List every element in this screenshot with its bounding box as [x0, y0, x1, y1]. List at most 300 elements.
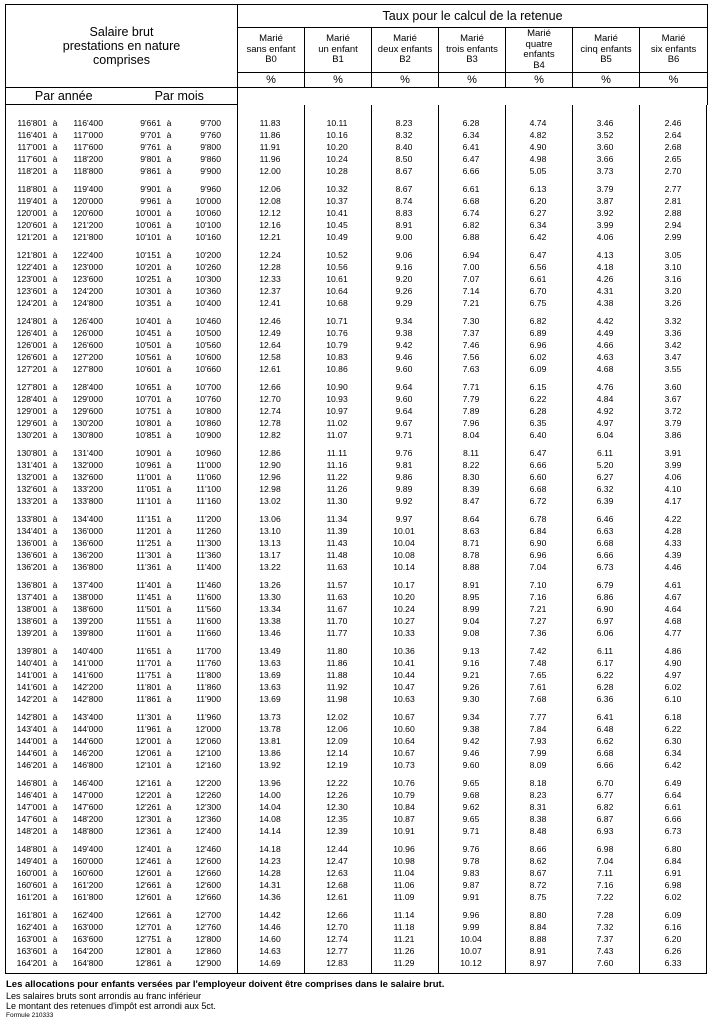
annual-from: 136'601: [16, 550, 47, 560]
annual-from: 161'201: [16, 892, 47, 902]
annual-to: 118'200: [73, 154, 103, 164]
rate-b4: 7.10: [529, 580, 547, 590]
rate-b0: 12.66: [259, 382, 281, 392]
annual-from: 123'601: [16, 286, 47, 296]
rate-b1: 12.14: [326, 748, 348, 758]
annual-to: 164'800: [72, 958, 103, 968]
grid-line: [639, 105, 640, 973]
rate-b5: 6.04: [596, 430, 614, 440]
rate-b2: 10.79: [393, 790, 415, 800]
annual-from: 120'001: [16, 208, 47, 218]
rate-b0: 12.00: [259, 166, 281, 176]
rate-b4: 6.42: [529, 232, 547, 242]
annual-from: 143'401: [16, 724, 47, 734]
rate-b5: 6.17: [596, 658, 614, 668]
annual-to: 126'600: [72, 340, 103, 350]
rate-b0: 12.70: [259, 394, 281, 404]
rate-b2: 11.09: [393, 892, 415, 902]
rate-b6: 6.18: [664, 712, 682, 722]
rate-b1: 10.83: [326, 352, 348, 362]
table-row: [5, 339, 707, 351]
monthly-a: à: [166, 694, 172, 704]
rate-b3: 9.38: [462, 724, 480, 734]
rate-b1: 11.57: [326, 580, 348, 590]
rate-b2: 11.21: [393, 934, 415, 944]
annual-a: à: [52, 790, 58, 800]
rate-b4: 8.84: [529, 922, 547, 932]
monthly-from: 10'801: [135, 418, 161, 428]
monthly-a: à: [166, 778, 172, 788]
tax-rate-table: [5, 4, 707, 973]
rate-b0: 12.98: [259, 484, 281, 494]
rate-b4: 7.48: [529, 658, 547, 668]
annual-to: 123'600: [72, 274, 103, 284]
monthly-from: 11'301: [136, 712, 161, 722]
rate-b3: 6.82: [462, 220, 480, 230]
rate-b2: 10.63: [393, 694, 415, 704]
annual-from: 132'601: [16, 484, 47, 494]
monthly-to: 10'000: [195, 196, 221, 206]
monthly-a: à: [166, 514, 172, 524]
table-row: [5, 297, 707, 309]
rate-b1: 12.68: [326, 880, 348, 890]
rate-b3: 8.22: [462, 460, 480, 470]
rate-b1: 11.67: [326, 604, 348, 614]
rate-b5: 7.43: [596, 946, 614, 956]
rate-b6: 2.77: [664, 184, 682, 194]
annual-to: 139'800: [72, 628, 103, 638]
table-row: [5, 549, 707, 561]
rate-b3: 9.91: [462, 892, 480, 902]
rate-b1: 11.98: [326, 694, 348, 704]
rate-b3: 9.76: [462, 844, 480, 854]
rate-b5: 6.66: [596, 760, 614, 770]
rate-b0: 13.69: [259, 670, 281, 680]
rate-b2: 10.14: [393, 562, 415, 572]
rate-b0: 12.16: [259, 220, 281, 230]
monthly-from: 9'761: [140, 142, 161, 152]
monthly-from: 12'261: [135, 802, 161, 812]
annual-to: 141'600: [72, 670, 103, 680]
rate-b4: 6.09: [529, 364, 547, 374]
rate-b3: 9.71: [462, 826, 480, 836]
rate-b2: 10.84: [393, 802, 415, 812]
annual-a: à: [52, 958, 58, 968]
rate-b0: 14.18: [259, 844, 281, 854]
rate-b5: 3.87: [596, 196, 614, 206]
rate-b4: 6.96: [529, 340, 547, 350]
percent-unit-b2: %: [372, 73, 439, 88]
rate-b5: 6.97: [596, 616, 614, 626]
rate-b2: 9.92: [395, 496, 413, 506]
monthly-a: à: [166, 616, 172, 626]
monthly-from: 10'451: [135, 328, 161, 338]
annual-to: 122'400: [72, 250, 103, 260]
rate-b6: 3.05: [664, 250, 682, 260]
annual-to: 129'600: [72, 406, 103, 416]
table-row: [5, 945, 707, 957]
rate-b0: 13.49: [259, 646, 281, 656]
rate-b3: 9.65: [462, 778, 480, 788]
rate-b1: 10.76: [326, 328, 348, 338]
monthly-to: 9'960: [200, 184, 221, 194]
annual-to: 146'800: [72, 760, 103, 770]
rate-b2: 9.86: [395, 472, 413, 482]
rate-b6: 6.42: [664, 760, 682, 770]
rate-b6: 6.34: [664, 748, 682, 758]
rate-b3: 9.96: [462, 910, 480, 920]
annual-from: 160'001: [16, 868, 47, 878]
rate-b0: 14.36: [259, 892, 281, 902]
rate-b0: 14.23: [259, 856, 281, 866]
monthly-a: à: [166, 184, 172, 194]
table-row: [5, 879, 707, 891]
rate-b2: 9.71: [395, 430, 413, 440]
monthly-a: à: [166, 130, 172, 140]
monthly-from: 11'861: [136, 694, 161, 704]
rate-b1: 12.19: [326, 760, 348, 770]
rate-b0: 14.28: [259, 868, 281, 878]
monthly-to: 11'400: [196, 562, 221, 572]
annual-to: 144'600: [72, 736, 103, 746]
rate-b1: 11.70: [326, 616, 348, 626]
monthly-a: à: [166, 628, 172, 638]
annual-to: 144'000: [72, 724, 103, 734]
annual-to: 141'000: [72, 658, 103, 668]
rate-b2: 9.67: [395, 418, 413, 428]
rate-b1: 10.61: [326, 274, 348, 284]
rate-b5: 4.66: [596, 340, 614, 350]
annual-from: 127'801: [16, 382, 47, 392]
rate-b4: 7.16: [529, 592, 547, 602]
rate-b5: 6.41: [596, 712, 614, 722]
rate-b4: 4.74: [529, 118, 547, 128]
rate-b1: 11.22: [326, 472, 348, 482]
monthly-a: à: [166, 814, 172, 824]
table-row: [5, 657, 707, 669]
annual-a: à: [52, 232, 58, 242]
rate-b1: 11.16: [326, 460, 348, 470]
rate-b1: 11.43: [326, 538, 348, 548]
rate-b0: 13.10: [259, 526, 281, 536]
rate-b1: 10.86: [326, 364, 348, 374]
table-row: [5, 813, 707, 825]
annual-from: 129'001: [16, 406, 47, 416]
rate-b6: 6.66: [664, 814, 682, 824]
monthly-from: 11'001: [136, 472, 161, 482]
annual-a: à: [52, 562, 58, 572]
monthly-to: 11'300: [196, 538, 221, 548]
rate-b1: 12.61: [326, 892, 348, 902]
grid-line: [706, 105, 707, 973]
monthly-a: à: [166, 580, 172, 590]
rate-b0: 13.30: [259, 592, 281, 602]
rate-b3: 7.37: [462, 328, 480, 338]
annual-from: 126'401: [16, 328, 47, 338]
rate-b1: 10.32: [326, 184, 348, 194]
annual-from: 118'801: [17, 184, 47, 194]
rate-b2: 9.97: [395, 514, 413, 524]
rate-b0: 12.82: [259, 430, 281, 440]
rate-b4: 6.15: [529, 382, 547, 392]
table-row: [5, 825, 707, 837]
rate-b4: 8.88: [529, 934, 547, 944]
rate-b5: 4.42: [596, 316, 614, 326]
rate-b1: 10.97: [326, 406, 348, 416]
monthly-a: à: [166, 196, 172, 206]
annual-a: à: [52, 418, 58, 428]
annual-a: à: [52, 130, 58, 140]
salaire-brut-heading: Salaire brut prestations en nature comprises: [6, 5, 238, 88]
table-row: [5, 327, 707, 339]
par-annee-heading: Par année: [6, 88, 122, 105]
rate-b1: 10.56: [326, 262, 348, 272]
rate-b3: 8.47: [462, 496, 480, 506]
rate-b2: 10.60: [393, 724, 415, 734]
rate-b4: 7.61: [529, 682, 547, 692]
annual-a: à: [52, 580, 58, 590]
rate-b5: 4.92: [596, 406, 614, 416]
monthly-from: 10'851: [135, 430, 161, 440]
annual-to: 119'400: [73, 184, 103, 194]
monthly-a: à: [166, 418, 172, 428]
rate-b5: 6.93: [596, 826, 614, 836]
rate-b4: 7.65: [529, 670, 547, 680]
monthly-from: 10'901: [135, 448, 161, 458]
rate-b3: 7.96: [462, 418, 480, 428]
rate-b0: 12.21: [259, 232, 281, 242]
rate-b2: 9.81: [395, 460, 413, 470]
annual-from: 160'601: [16, 880, 47, 890]
percent-unit-b1: %: [305, 73, 372, 88]
annual-from: 139'801: [16, 646, 47, 656]
rate-b6: 3.67: [664, 394, 682, 404]
rate-b0: 12.86: [259, 448, 281, 458]
rate-b6: 4.64: [664, 604, 682, 614]
monthly-from: 11'701: [136, 658, 161, 668]
rate-b5: 7.16: [596, 880, 614, 890]
grid-line: [572, 105, 573, 973]
monthly-a: à: [166, 922, 172, 932]
rate-b4: 6.35: [529, 418, 547, 428]
monthly-from: 10'351: [135, 298, 161, 308]
monthly-from: 12'661: [135, 880, 161, 890]
rate-b3: 7.63: [462, 364, 480, 374]
monthly-to: 11'960: [196, 712, 221, 722]
rate-b3: 9.16: [462, 658, 480, 668]
rate-b2: 10.47: [393, 682, 415, 692]
annual-to: 126'400: [72, 316, 103, 326]
annual-from: 128'401: [16, 394, 47, 404]
rate-b4: 8.38: [529, 814, 547, 824]
monthly-from: 11'301: [136, 550, 161, 560]
rate-b6: 2.70: [664, 166, 682, 176]
grid-line: [5, 105, 6, 973]
table-row: [5, 117, 707, 129]
monthly-a: à: [166, 562, 172, 572]
rate-b5: 4.06: [596, 232, 614, 242]
monthly-a: à: [166, 526, 172, 536]
monthly-a: à: [166, 592, 172, 602]
rate-b3: 9.68: [462, 790, 480, 800]
annual-from: 127'201: [16, 364, 47, 374]
rate-b0: 12.12: [259, 208, 281, 218]
period-header: [5, 88, 708, 105]
monthly-to: 11'860: [196, 682, 221, 692]
monthly-from: 9'961: [140, 196, 161, 206]
annual-to: 132'000: [72, 460, 103, 470]
rate-b6: 4.46: [664, 562, 682, 572]
monthly-to: 10'060: [195, 208, 221, 218]
rate-b4: 6.78: [529, 514, 547, 524]
table-row: [5, 483, 707, 495]
monthly-a: à: [166, 826, 172, 836]
rate-b1: 10.68: [326, 298, 348, 308]
rate-b4: 6.60: [529, 472, 547, 482]
rate-b2: 10.44: [393, 670, 415, 680]
annual-a: à: [52, 856, 58, 866]
annual-a: à: [52, 316, 58, 326]
footer-note-rounding-salary: Les salaires bruts sont arrondis au franc inférieur: [6, 990, 202, 1001]
monthly-from: 11'251: [136, 538, 161, 548]
rate-b2: 9.29: [395, 298, 413, 308]
annual-from: 120'601: [16, 220, 47, 230]
annual-a: à: [52, 778, 58, 788]
annual-to: 164'200: [72, 946, 103, 956]
rate-b5: 6.32: [596, 484, 614, 494]
rate-b5: 4.49: [596, 328, 614, 338]
annual-a: à: [52, 760, 58, 770]
rate-b6: 3.99: [664, 460, 682, 470]
rate-b2: 10.67: [393, 712, 415, 722]
table-row: [5, 513, 707, 525]
rate-b4: 7.77: [529, 712, 547, 722]
grid-line: [505, 105, 506, 973]
rate-b1: 10.64: [326, 286, 348, 296]
monthly-to: 11'600: [196, 616, 221, 626]
monthly-a: à: [166, 712, 172, 722]
table-row: [5, 693, 707, 705]
column-heading-b2: Marié deux enfants B2: [372, 28, 439, 73]
rate-b3: 7.00: [462, 262, 480, 272]
rate-b3: 9.65: [462, 814, 480, 824]
annual-a: à: [52, 514, 58, 524]
rate-b5: 3.46: [596, 118, 614, 128]
rate-b6: 3.55: [664, 364, 682, 374]
rate-b5: 7.28: [596, 910, 614, 920]
rate-b3: 8.30: [462, 472, 480, 482]
annual-from: 138'001: [16, 604, 47, 614]
annual-a: à: [52, 826, 58, 836]
rate-b0: 11.83: [259, 118, 281, 128]
rate-b5: 3.60: [596, 142, 614, 152]
monthly-to: 12'900: [195, 958, 221, 968]
rate-b0: 12.49: [259, 328, 281, 338]
rate-b0: 13.81: [259, 736, 281, 746]
rate-b3: 6.74: [462, 208, 480, 218]
rate-b3: 10.04: [460, 934, 482, 944]
rate-b3: 8.64: [462, 514, 480, 524]
annual-from: 146'201: [16, 760, 47, 770]
rate-b5: 3.79: [596, 184, 614, 194]
rate-b0: 11.86: [259, 130, 281, 140]
monthly-a: à: [166, 430, 172, 440]
annual-from: 116'801: [17, 118, 47, 128]
rate-b1: 10.37: [326, 196, 348, 206]
monthly-from: 12'101: [135, 760, 161, 770]
monthly-a: à: [166, 298, 172, 308]
annual-a: à: [52, 724, 58, 734]
rate-b2: 8.32: [395, 130, 413, 140]
rate-b0: 12.61: [259, 364, 281, 374]
annual-from: 126'601: [16, 352, 47, 362]
table-row: [5, 933, 707, 945]
rate-b3: 8.78: [462, 550, 480, 560]
rate-b3: 8.11: [462, 448, 480, 458]
grid-line: [371, 105, 372, 973]
rate-b3: 7.46: [462, 340, 480, 350]
rate-b4: 6.28: [529, 406, 547, 416]
table-row: [5, 495, 707, 507]
rate-b3: 7.71: [462, 382, 480, 392]
annual-a: à: [52, 922, 58, 932]
rate-b4: 6.34: [529, 220, 547, 230]
rate-b0: 12.37: [259, 286, 281, 296]
rate-b0: 13.63: [259, 682, 281, 692]
grid-line: [304, 105, 305, 973]
annual-to: 161'200: [72, 880, 103, 890]
annual-to: 146'200: [72, 748, 103, 758]
annual-a: à: [52, 430, 58, 440]
annual-a: à: [52, 892, 58, 902]
par-mois-heading: Par mois: [122, 88, 238, 105]
rate-b3: 9.62: [462, 802, 480, 812]
annual-to: 127'800: [72, 364, 103, 374]
rate-b5: 7.04: [596, 856, 614, 866]
annual-a: à: [52, 526, 58, 536]
rate-b2: 8.23: [395, 118, 413, 128]
rate-b2: 10.24: [393, 604, 415, 614]
rate-b2: 11.06: [393, 880, 415, 890]
rate-b4: 8.66: [529, 844, 547, 854]
annual-a: à: [52, 184, 58, 194]
annual-a: à: [52, 382, 58, 392]
annual-a: à: [52, 118, 58, 128]
annual-from: 124'801: [16, 316, 47, 326]
monthly-to: 10'200: [195, 250, 221, 260]
taux-heading: Taux pour le calcul de la retenue: [238, 5, 708, 28]
rate-b1: 11.92: [326, 682, 348, 692]
monthly-to: 10'560: [195, 340, 221, 350]
annual-a: à: [52, 262, 58, 272]
rate-b4: 6.13: [529, 184, 547, 194]
rate-b6: 6.09: [664, 910, 682, 920]
monthly-to: 9'760: [200, 130, 221, 140]
rate-b0: 12.64: [259, 340, 281, 350]
rate-b1: 11.34: [326, 514, 348, 524]
rate-b3: 6.28: [462, 118, 480, 128]
rate-b3: 9.30: [462, 694, 480, 704]
rate-b4: 6.70: [529, 286, 547, 296]
rate-b6: 6.02: [664, 892, 682, 902]
rate-b5: 4.38: [596, 298, 614, 308]
rate-b4: 7.36: [529, 628, 547, 638]
rate-b6: 6.26: [664, 946, 682, 956]
rate-b2: 8.67: [395, 166, 413, 176]
rate-b3: 6.41: [462, 142, 480, 152]
table-row: [5, 891, 707, 903]
rate-b5: 4.31: [596, 286, 614, 296]
